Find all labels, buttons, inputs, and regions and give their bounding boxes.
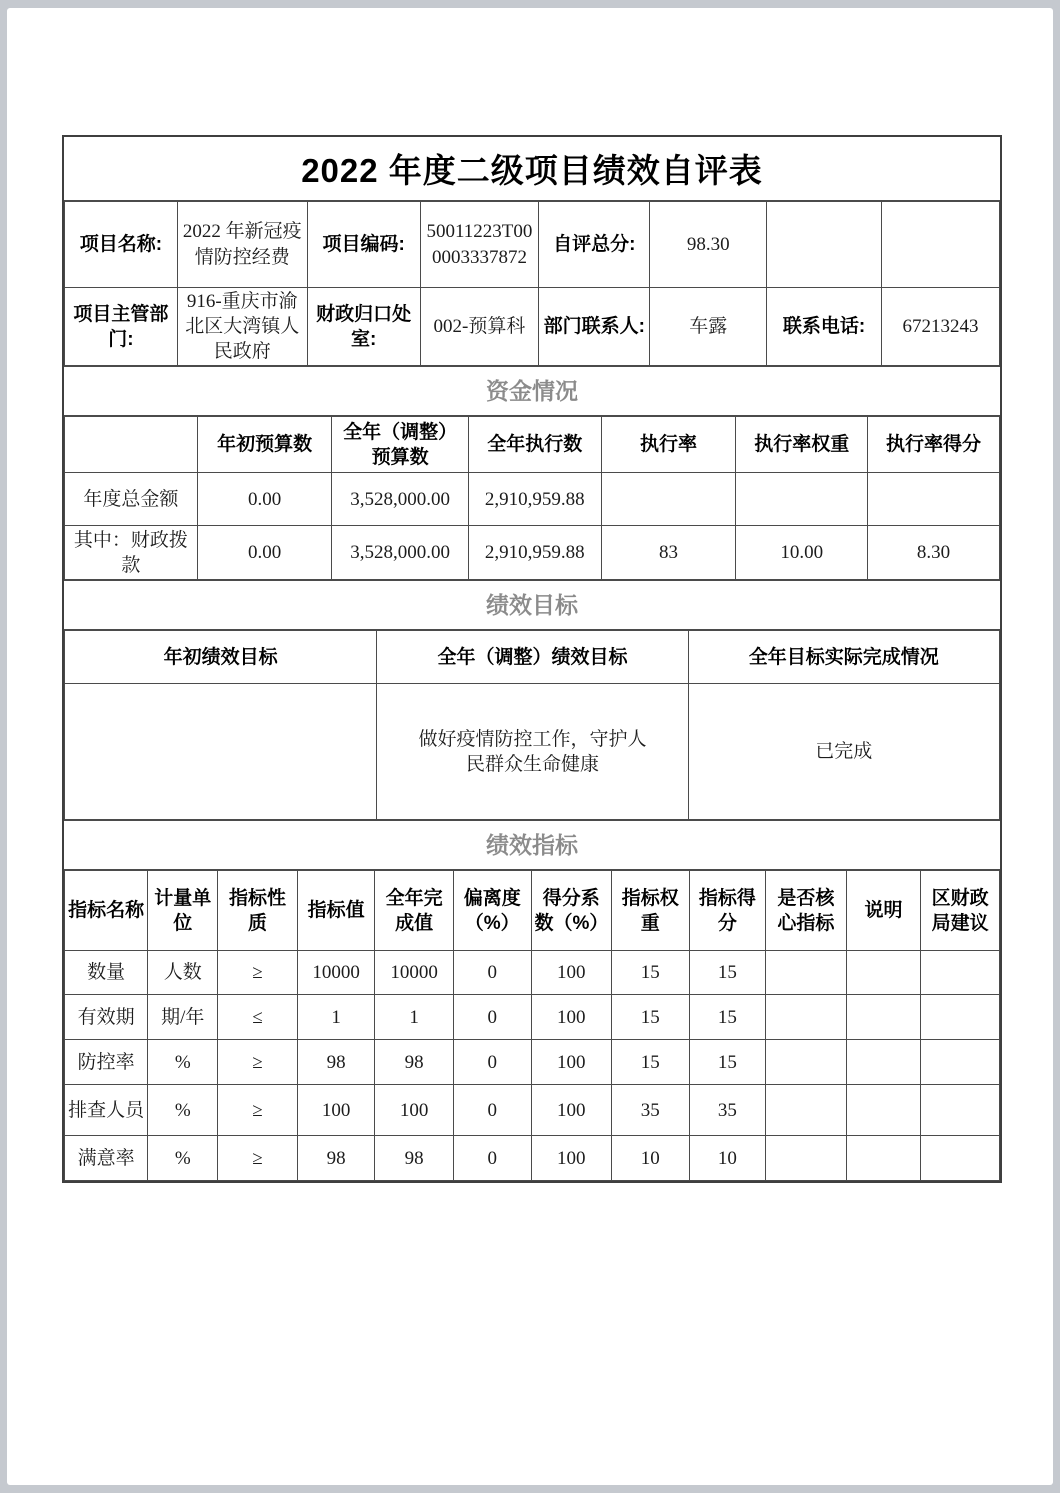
ind-col-name: 指标名称 xyxy=(65,871,148,951)
indicator-cell: 0 xyxy=(453,1136,531,1181)
indicator-cell: 数量 xyxy=(65,951,148,995)
goals-adjusted-value: 做好疫情防控工作，守护人民群众生命健康 xyxy=(377,684,688,820)
funding-cell: 0.00 xyxy=(197,473,332,526)
table-header-row xyxy=(65,631,1000,684)
document-page xyxy=(7,8,1053,1485)
funding-cell: 3,528,000.00 xyxy=(332,473,469,526)
indicator-cell: 100 xyxy=(531,1040,611,1085)
funding-col-rate-weight: 执行率权重 xyxy=(736,417,868,473)
funding-row-label: 其中：财政拨款 xyxy=(65,526,198,580)
indicator-cell: 0 xyxy=(453,1085,531,1136)
indicator-cell: 15 xyxy=(611,1040,689,1085)
indicator-cell xyxy=(766,1085,846,1136)
funding-col-rate-score: 执行率得分 xyxy=(868,417,1000,473)
table-row xyxy=(65,684,1000,820)
self-score-value: 98.30 xyxy=(650,202,767,288)
indicator-cell: 15 xyxy=(689,995,766,1040)
indicator-cell: 人数 xyxy=(148,951,218,995)
ind-col-weight: 指标权重 xyxy=(611,871,689,951)
finance-office-label: 财政归口处室: xyxy=(307,288,420,366)
indicator-cell: 15 xyxy=(611,995,689,1040)
indicator-cell: ≥ xyxy=(218,1040,297,1085)
indicator-cell xyxy=(846,1136,921,1181)
funding-cell: 8.30 xyxy=(868,526,1000,580)
table-row xyxy=(65,1085,1000,1136)
indicator-cell xyxy=(921,1040,1000,1085)
ind-col-deviation: 偏离度（%） xyxy=(453,871,531,951)
indicator-cell: 防控率 xyxy=(65,1040,148,1085)
indicator-cell: % xyxy=(148,1085,218,1136)
table-row xyxy=(65,288,1000,366)
indicator-cell xyxy=(921,1136,1000,1181)
indicator-cell: 100 xyxy=(531,1136,611,1181)
indicator-cell: 100 xyxy=(531,1085,611,1136)
indicator-cell: 100 xyxy=(531,995,611,1040)
funding-table xyxy=(64,416,1000,580)
indicator-cell: 98 xyxy=(375,1136,454,1181)
indicator-cell: 100 xyxy=(375,1085,454,1136)
empty-cell xyxy=(882,202,1000,288)
indicator-cell xyxy=(846,1040,921,1085)
indicator-cell: 1 xyxy=(375,995,454,1040)
self-evaluation-form xyxy=(62,135,1002,1183)
indicator-cell: 100 xyxy=(531,951,611,995)
funding-cell: 83 xyxy=(601,526,736,580)
indicator-cell xyxy=(846,951,921,995)
table-row xyxy=(65,995,1000,1040)
project-code-value: 50011223T000003337872 xyxy=(420,202,539,288)
indicator-cell: 排查人员 xyxy=(65,1085,148,1136)
indicator-cell: 98 xyxy=(375,1040,454,1085)
indicator-cell xyxy=(766,995,846,1040)
funding-cell: 2,910,959.88 xyxy=(468,473,601,526)
funding-cell: 2,910,959.88 xyxy=(468,526,601,580)
indicator-cell: ≥ xyxy=(218,1085,297,1136)
indicator-cell: ≥ xyxy=(218,1136,297,1181)
indicator-cell: 满意率 xyxy=(65,1136,148,1181)
indicator-cell: 35 xyxy=(689,1085,766,1136)
funding-col-initial-budget: 年初预算数 xyxy=(197,417,332,473)
funding-cell xyxy=(601,473,736,526)
project-code-label: 项目编码: xyxy=(307,202,420,288)
funding-cell: 0.00 xyxy=(197,526,332,580)
funding-section-heading: 资金情况 xyxy=(64,366,1000,416)
dept-contact-value: 车露 xyxy=(650,288,767,366)
indicator-cell: 100 xyxy=(297,1085,375,1136)
phone-label: 联系电话: xyxy=(767,288,882,366)
table-header-row xyxy=(65,871,1000,951)
ind-col-score: 指标得分 xyxy=(689,871,766,951)
indicators-table xyxy=(64,870,1000,1181)
funding-cell: 3,528,000.00 xyxy=(332,526,469,580)
funding-col-adjusted-budget: 全年（调整）预算数 xyxy=(332,417,469,473)
table-row xyxy=(65,1040,1000,1085)
indicator-cell xyxy=(846,1085,921,1136)
table-row xyxy=(65,473,1000,526)
goals-col-actual: 全年目标实际完成情况 xyxy=(688,631,999,684)
ind-col-unit: 计量单位 xyxy=(148,871,218,951)
indicator-cell: 98 xyxy=(297,1040,375,1085)
table-row xyxy=(65,951,1000,995)
ind-col-target: 指标值 xyxy=(297,871,375,951)
indicator-cell: 10 xyxy=(611,1136,689,1181)
funding-row-label: 年度总金额 xyxy=(65,473,198,526)
indicator-cell: ≤ xyxy=(218,995,297,1040)
indicator-cell xyxy=(766,1040,846,1085)
goals-table xyxy=(64,630,1000,820)
indicator-cell: 0 xyxy=(453,995,531,1040)
goals-section-heading: 绩效目标 xyxy=(64,580,1000,630)
indicator-cell: ≥ xyxy=(218,951,297,995)
funding-col-executed: 全年执行数 xyxy=(468,417,601,473)
indicator-cell: 10 xyxy=(689,1136,766,1181)
doc-title: 2022 年度二级项目绩效自评表 xyxy=(64,137,1000,201)
supervising-dept-label: 项目主管部门: xyxy=(65,288,178,366)
funding-col-execution-rate: 执行率 xyxy=(601,417,736,473)
indicator-cell xyxy=(921,951,1000,995)
funding-cell xyxy=(868,473,1000,526)
ind-col-nature: 指标性质 xyxy=(218,871,297,951)
project-name-value: 2022 年新冠疫情防控经费 xyxy=(177,202,307,288)
indicator-cell: 35 xyxy=(611,1085,689,1136)
indicator-cell: 15 xyxy=(611,951,689,995)
indicators-section-heading: 绩效指标 xyxy=(64,820,1000,870)
goals-actual-value: 已完成 xyxy=(688,684,999,820)
indicator-cell xyxy=(766,951,846,995)
table-row xyxy=(65,1136,1000,1181)
ind-col-score-coef: 得分系数（%） xyxy=(531,871,611,951)
indicator-cell: % xyxy=(148,1040,218,1085)
indicator-cell: % xyxy=(148,1136,218,1181)
indicator-cell: 15 xyxy=(689,1040,766,1085)
supervising-dept-value: 916-重庆市渝北区大湾镇人民政府 xyxy=(177,288,307,366)
indicator-cell xyxy=(921,1085,1000,1136)
ind-col-completed: 全年完成值 xyxy=(375,871,454,951)
indicator-cell xyxy=(921,995,1000,1040)
indicator-cell: 1 xyxy=(297,995,375,1040)
ind-col-core: 是否核心指标 xyxy=(766,871,846,951)
goals-col-adjusted: 全年（调整）绩效目标 xyxy=(377,631,688,684)
funding-cell: 10.00 xyxy=(736,526,868,580)
project-info-table xyxy=(64,201,1000,366)
indicator-cell xyxy=(766,1136,846,1181)
table-header-row xyxy=(65,417,1000,473)
goals-initial-value xyxy=(65,684,377,820)
phone-value: 67213243 xyxy=(882,288,1000,366)
indicator-cell: 10000 xyxy=(375,951,454,995)
indicator-cell: 98 xyxy=(297,1136,375,1181)
indicator-cell: 10000 xyxy=(297,951,375,995)
empty-cell xyxy=(767,202,882,288)
goals-col-initial: 年初绩效目标 xyxy=(65,631,377,684)
dept-contact-label: 部门联系人: xyxy=(539,288,650,366)
table-row xyxy=(65,202,1000,288)
project-name-label: 项目名称: xyxy=(65,202,178,288)
indicator-cell xyxy=(846,995,921,1040)
self-score-label: 自评总分: xyxy=(539,202,650,288)
indicator-cell: 期/年 xyxy=(148,995,218,1040)
funding-col-blank xyxy=(65,417,198,473)
ind-col-note: 说明 xyxy=(846,871,921,951)
table-row xyxy=(65,526,1000,580)
indicator-cell: 0 xyxy=(453,951,531,995)
funding-cell xyxy=(736,473,868,526)
indicator-cell: 有效期 xyxy=(65,995,148,1040)
indicator-cell: 15 xyxy=(689,951,766,995)
indicator-cell: 0 xyxy=(453,1040,531,1085)
ind-col-bureau-advice: 区财政局建议 xyxy=(921,871,1000,951)
finance-office-value: 002-预算科 xyxy=(420,288,539,366)
